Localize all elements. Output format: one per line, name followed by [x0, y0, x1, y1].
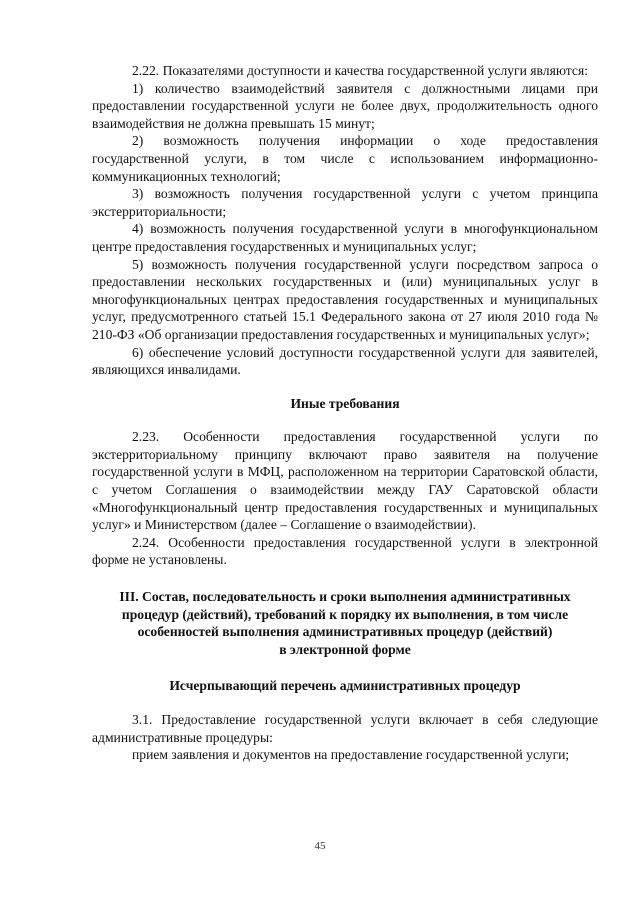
paragraph-3-1: 3.1. Предоставление государственной услуги включает в себя следующие административные процедуры: — [92, 712, 598, 745]
paragraph-2-24: 2.24. Особенности предоставления государственной услуги в электронной форме не установлены. — [92, 534, 598, 568]
section-title-line-1: III. Состав, последовательность и сроки выполнения административных — [119, 589, 571, 605]
spacer — [92, 658, 598, 677]
section-title-line-4: в электронной форме — [279, 641, 411, 657]
section-title-line-3: особенностей выполнения административных процедур (действий) — [137, 624, 553, 640]
list-item-5: 5) возможность получения государственной услуги посредством запроса о предоставлении нескольких государственных и (или) муниципальных услуг в многофункциональных центрах предоставления государственных и муниципальных услуг, предусмотренного статьей 15.1 Федерального закона от 27 июля 2010 года № 210-ФЗ «Об организации предоставления государственных и муниципальных услуг»; — [92, 256, 598, 342]
paragraph-2-22: 2.22. Показателями доступности и качества государственной услуги являются: — [132, 63, 588, 78]
heading-procedures-list: Исчерпывающий перечень административных процедур — [169, 678, 521, 694]
paragraph-2-23: 2.23. Особенности предоставления государственной услуги по экстерриториальному принципу включают право заявителя на получение государственной услуги в МФЦ, расположенном на территории Саратовской области, с учетом Соглашения о взаимодействии между ГАУ Саратовской области «Многофункциональный центр предоставления государственных и муниципальных услуг» и Министерством (далее – Соглашение о взаимодействии). — [92, 429, 598, 533]
spacer — [92, 695, 598, 711]
heading-other-requirements: Иные требования — [290, 395, 400, 411]
spacer — [92, 379, 598, 395]
procedure-item-1: прием заявления и документов на предоставление государственной услуги; — [132, 747, 570, 763]
document-page — [92, 62, 598, 764]
list-item-4: 4) возможность получения государственной услуги в многофункциональном центре предоставления государственных и муниципальных услуг; — [92, 221, 598, 254]
section-title-line-2: процедур (действий), требований к порядку их выполнения, в том числе — [121, 606, 569, 622]
page-number: 45 — [314, 840, 326, 852]
list-item-1: 1) количество взаимодействий заявителя с должностными лицами при предоставлении государственной услуги не более двух, продолжительность одного взаимодействия не должна превышать 15 минут; — [92, 80, 598, 131]
spacer — [92, 569, 598, 588]
spacer — [92, 412, 598, 428]
list-item-2: 2) возможность получения информации о ходе предоставления государственной услуги, в том числе с использованием информационно-коммуникационных технологий; — [92, 133, 598, 184]
list-item-3: 3) возможность получения государственной услуги с учетом принципа экстерриториальности; — [92, 186, 598, 219]
list-item-6: 6) обеспечение условий доступности государственной услуги для заявителей, являющихся инвалидами. — [92, 344, 598, 378]
